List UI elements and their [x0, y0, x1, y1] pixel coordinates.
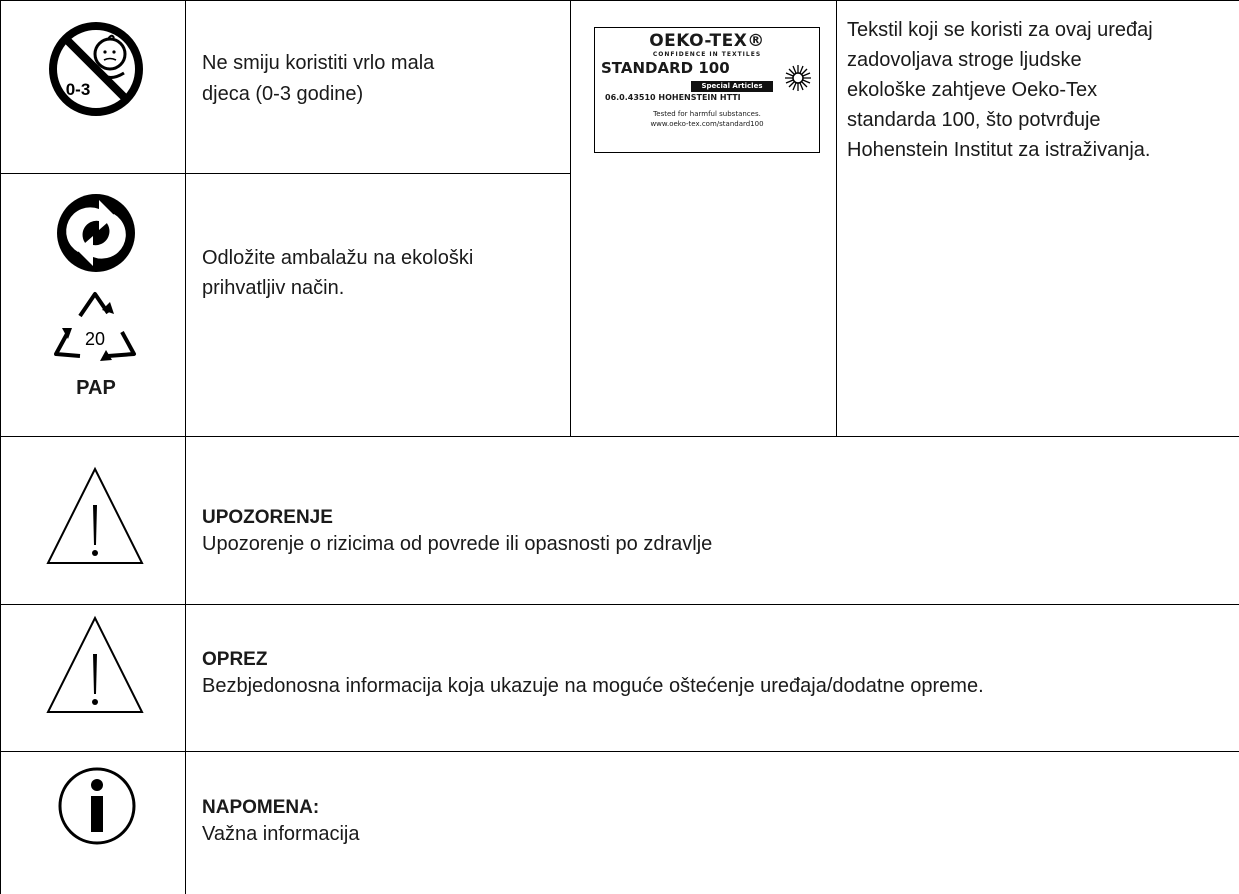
oeko-text-line5: Hohenstein Institut za istraživanja.	[847, 139, 1151, 161]
note-text: Važna informacija	[202, 823, 360, 845]
oeko-tex-url: www.oeko-tex.com/standard100	[650, 120, 764, 128]
column-divider-2	[570, 0, 571, 436]
packaging-text-line1: Odložite ambalažu na ekološki	[202, 247, 474, 269]
oeko-tex-title: OEKO-TEX®	[649, 31, 765, 51]
warning-title: UPOZORENJE	[202, 507, 333, 528]
oeko-tex-tested-line: Tested for harmful substances.	[653, 110, 761, 118]
oeko-tex-flower-icon	[783, 63, 813, 93]
caution-title: OPREZ	[202, 649, 268, 670]
column-divider-1	[185, 0, 186, 894]
oeko-tex-tested	[595, 109, 819, 129]
column-divider-3	[836, 0, 837, 436]
oeko-text-line3: ekološke zahtjeve Oeko-Tex	[847, 79, 1098, 101]
packaging-text-line2: prihvatljiv način.	[202, 277, 345, 299]
recycle-pap-icon	[50, 288, 140, 372]
children-text-line1: Ne smiju koristiti vrlo mala	[202, 52, 435, 74]
note-title: NAPOMENA:	[202, 797, 320, 818]
info-icon	[57, 766, 137, 846]
green-dot-icon	[55, 192, 137, 274]
caution-triangle-icon	[44, 614, 146, 716]
oeko-text-line2: zadovoljava stroge ljudske	[847, 49, 1082, 71]
row-divider-1	[0, 173, 570, 174]
oeko-tex-cert: 06.0.43510 HOHENSTEIN HTTI	[605, 93, 741, 102]
no-children-icon	[48, 21, 144, 117]
warning-triangle-icon	[44, 465, 146, 567]
recycle-number: 20	[84, 329, 106, 349]
oeko-tex-tagline: CONFIDENCE IN TEXTILES	[652, 51, 762, 58]
children-text-line2: djeca (0-3 godine)	[202, 83, 364, 105]
oeko-tex-logo	[594, 27, 820, 153]
caution-text: Bezbjedonosna informacija koja ukazuje na moguće oštećenje uređaja/dodatne opreme.	[202, 675, 984, 697]
oeko-text-line4: standarda 100, što potvrđuje	[847, 109, 1101, 131]
recycle-code: PAP	[76, 377, 116, 399]
warning-text: Upozorenje o rizicima od povrede ili opasnosti po zdravlje	[202, 533, 713, 555]
table-border-left	[0, 0, 1, 894]
oeko-tex-standard: STANDARD 100	[601, 59, 730, 77]
oeko-tex-badge: Special Articles	[691, 81, 773, 92]
oeko-text-line1: Tekstil koji se koristi za ovaj uređaj	[847, 19, 1153, 41]
age-badge: 0-3	[65, 80, 91, 99]
